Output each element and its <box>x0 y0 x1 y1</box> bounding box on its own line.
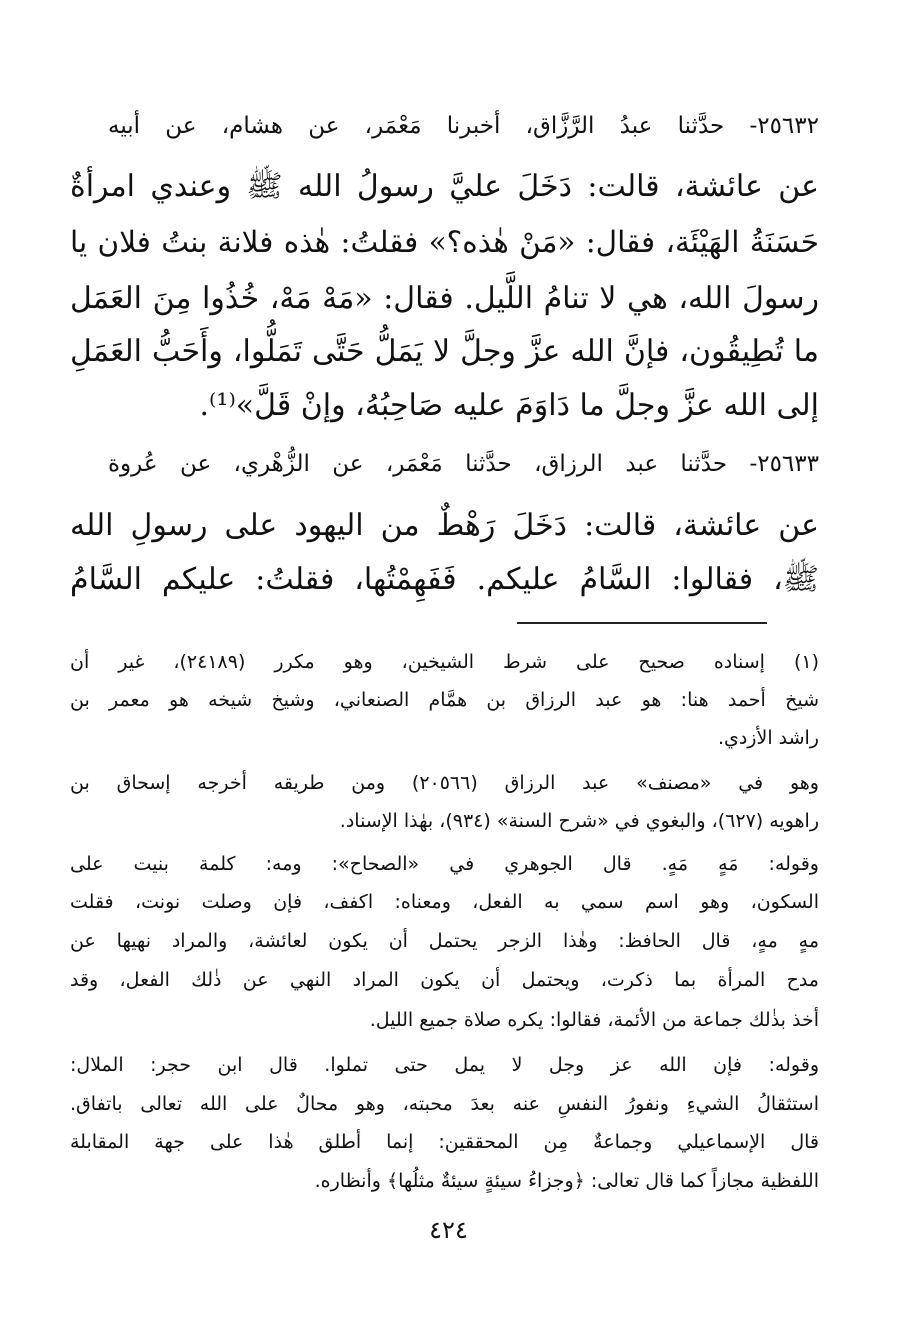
footnote-line: قال الإسماعيلي وجماعةٌ مِن المحققين: إنما أطلق هٰذا على جهة المقابلة <box>70 1131 819 1153</box>
footnote-separator <box>517 622 767 624</box>
footnote-line: شيخ أحمد هنا: هو عبد الرزاق بن همَّام الصنعاني، وشيخ شيخه هو معمر بن <box>70 689 819 711</box>
page-number: ٤٢٤ <box>429 1216 468 1244</box>
footnote-line: (١) إسناده صحيح على شرط الشيخين، وهو مكرر (٢٤١٨٩)، غير أن <box>70 651 820 673</box>
footnote-line: وهو في «مصنف» عبد الرزاق (٢٠٥٦٦) ومن طريقه أخرجه إسحاق بن <box>70 772 819 794</box>
footnote-line: أخذ بذٰلك جماعة من الأئمة، فقالوا: يكره صلاة جميع الليل. <box>369 1009 819 1031</box>
footnote-line: اللفظية مجازاً كما قال تعالى: ﴿وجزاءُ سيئةٍ سيئةٌ مثلُها﴾ وأنظاره. <box>314 1170 819 1192</box>
hadith-text-line: عن عائشة، قالت: دَخَلَ رَهْطٌ من اليهود على رسولِ الله <box>70 508 819 543</box>
footnote-line: مهٍ مهٍ، قال الحافظ: وهٰذا الزجر يحتمل أن يكون لعائشة، والمراد نهيها عن <box>70 930 819 952</box>
hadith-heading: ٢٥٦٣٢- حدَّثنا عبدُ الرَّزَّاق، أخبرنا مَعْمَر، عن هشام، عن أبيه <box>108 113 819 139</box>
hadith-text-line: حَسَنَةُ الهَيْئَة، فقال: «مَنْ هٰذه؟» فقلتُ: هٰذه فلانة بنتُ فلان يا <box>70 225 819 259</box>
hadith-text-line: عن عائشة، قالت: دَخَلَ عليَّ رسولُ الله ﷺ وعندي امرأةٌ <box>70 169 819 204</box>
hadith-heading: ٢٥٦٣٣- حدَّثنا عبد الرزاق، حدَّثنا مَعْمَر، عن الزُّهْري، عن عُروة <box>108 451 819 477</box>
footnote-line: وقوله: فإن الله عز وجل لا يمل حتى تملوا. قال ابن حجر: الملال: <box>70 1054 819 1076</box>
hadith-text-line: ما تُطِيقُون، فإنَّ الله عزَّ وجلَّ لا يَمَلُّ حَتَّى تَمَلُّوا، وأَحَبُّ العَمَلِ <box>70 334 819 369</box>
footnote-line: وقوله: مَهٍ مَهٍ. قال الجوهري في «الصحاح»: ومه: كلمة بنيت على <box>70 853 819 875</box>
footnote-line: السكون، وهو اسم سمي به الفعل، ومعناه: اكفف، فإن وصلت نونت، فقلت <box>70 891 819 913</box>
hadith-text-line: ﷺ، فقالوا: السَّامُ عليكم. فَفَهِمْتُها، فقلتُ: عليكم السَّامُ <box>70 562 819 597</box>
footnote-line: استثقالُ الشيءِ ونفورُ النفسِ عنه بعدَ محبته، وهو محالٌ على الله تعالى باتفاق. <box>70 1093 819 1115</box>
footnote-line: راهويه (٦٢٧)، والبغوي في «شرح السنة» (٩٣٤)، بهٰذا الإسناد. <box>339 810 819 832</box>
hadith-text-line: رسولَ الله، هي لا تنامُ اللَّيل. فقال: «مَهْ مَهْ، خُذُوا مِنَ العَمَل <box>70 281 819 316</box>
footnote-line: مدح المرأة بما ذكرت، ويحتمل أن يكون المراد النهي عن ذٰلك الفعل، وقد <box>70 969 819 991</box>
hadith-text-line: إلى الله عزَّ وجلَّ ما دَاوَمَ عليه صَاحِبُهُ، وإنْ قَلَّ»⁽¹⁾. <box>199 388 819 423</box>
footnote-line: راشد الأزدي. <box>717 727 819 749</box>
